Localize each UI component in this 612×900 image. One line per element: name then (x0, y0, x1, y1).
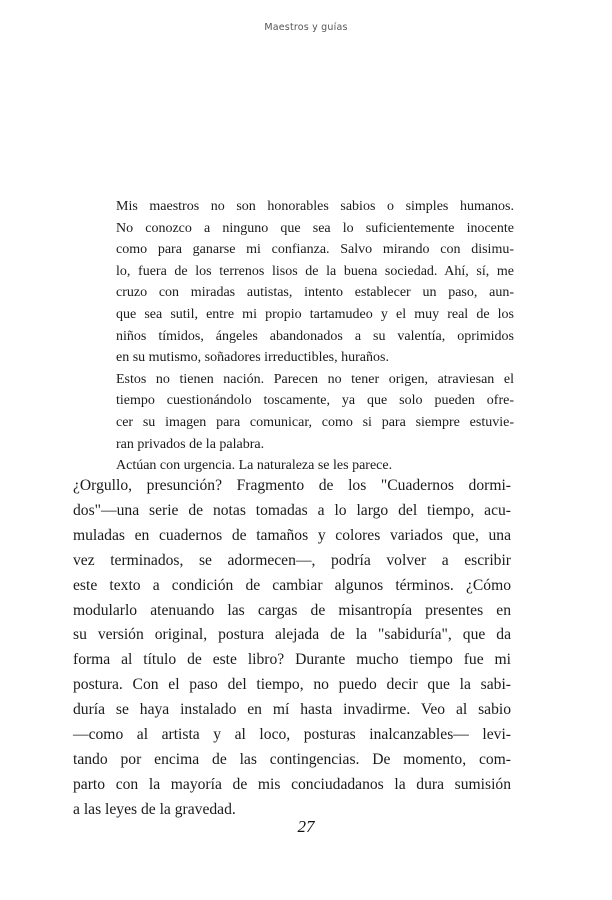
text-line: No conozco a ninguno que sea lo suficientemente inocente (116, 220, 514, 236)
running-head: Maestros y guías (264, 22, 348, 33)
text-line: lo, fuera de los terrenos lisos de la buena sociedad. Ahí, sí, me (116, 263, 514, 279)
text-line: que sea sutil, entre mi propio tartamudeo y el muy real de los (116, 306, 514, 322)
text-line: postura. Con el paso del tiempo, no puedo decir que la sabi- (73, 676, 511, 694)
text-line: a las leyes de la gravedad. (73, 800, 236, 818)
text-line: parto con la mayoría de mis conciudadanos la dura sumisión (73, 775, 511, 793)
text-line: en su mutismo, soñadores irreductibles, huraños. (116, 350, 389, 366)
text-line: tando por encima de las contingencias. De momento, com- (73, 750, 511, 768)
text-line: su versión original, postura alejada de la "sabiduría", que da (73, 626, 511, 644)
quote-block (116, 196, 514, 477)
text-line: cer su imagen para comunicar, como si para siempre estuvie- (116, 414, 514, 430)
text-line: este texto a condición de cambiar algunos términos. ¿Cómo (73, 576, 511, 594)
text-line: Estos no tienen nación. Parecen no tener origen, atraviesan el (116, 371, 514, 387)
text-line: como para ganarse mi confianza. Salvo mirando con disimu- (116, 242, 514, 258)
text-line: forma al título de este libro? Durante mucho tiempo fue mi (73, 651, 511, 669)
text-line: vez terminados, se adormecen—, podría volver a escribir (73, 551, 511, 569)
text-line: modularlo atenuando las cargas de misantropía presentes en (73, 601, 511, 619)
text-line: ran privados de la palabra. (116, 436, 265, 452)
text-line: dos"—una serie de notas tomadas a lo largo del tiempo, acu- (73, 501, 511, 519)
text-line: —como al artista y al loco, posturas inalcanzables— levi- (73, 726, 511, 744)
text-line: cruzo con miradas autistas, intento establecer un paso, aun- (116, 285, 514, 301)
text-line: muladas en cuadernos de tamaños y colores variados que, una (73, 526, 511, 544)
text-line: duría se haya instalado en mí hasta invadirme. Veo al sabio (73, 701, 511, 719)
text-line: Mis maestros no son honorables sabios o simples humanos. (116, 199, 514, 214)
text-line: niños tímidos, ángeles abandonados a su valentía, oprimidos (116, 328, 514, 344)
text-line: ¿Orgullo, presunción? Fragmento de los "Cuadernos dormi- (73, 477, 511, 494)
body-paragraph (73, 474, 511, 823)
page-number: 27 (297, 817, 315, 836)
text-line: tiempo cuestionándolo toscamente, ya que solo pueden ofre- (116, 393, 514, 409)
text-line: Actúan con urgencia. La naturaleza se les parece. (116, 458, 393, 474)
